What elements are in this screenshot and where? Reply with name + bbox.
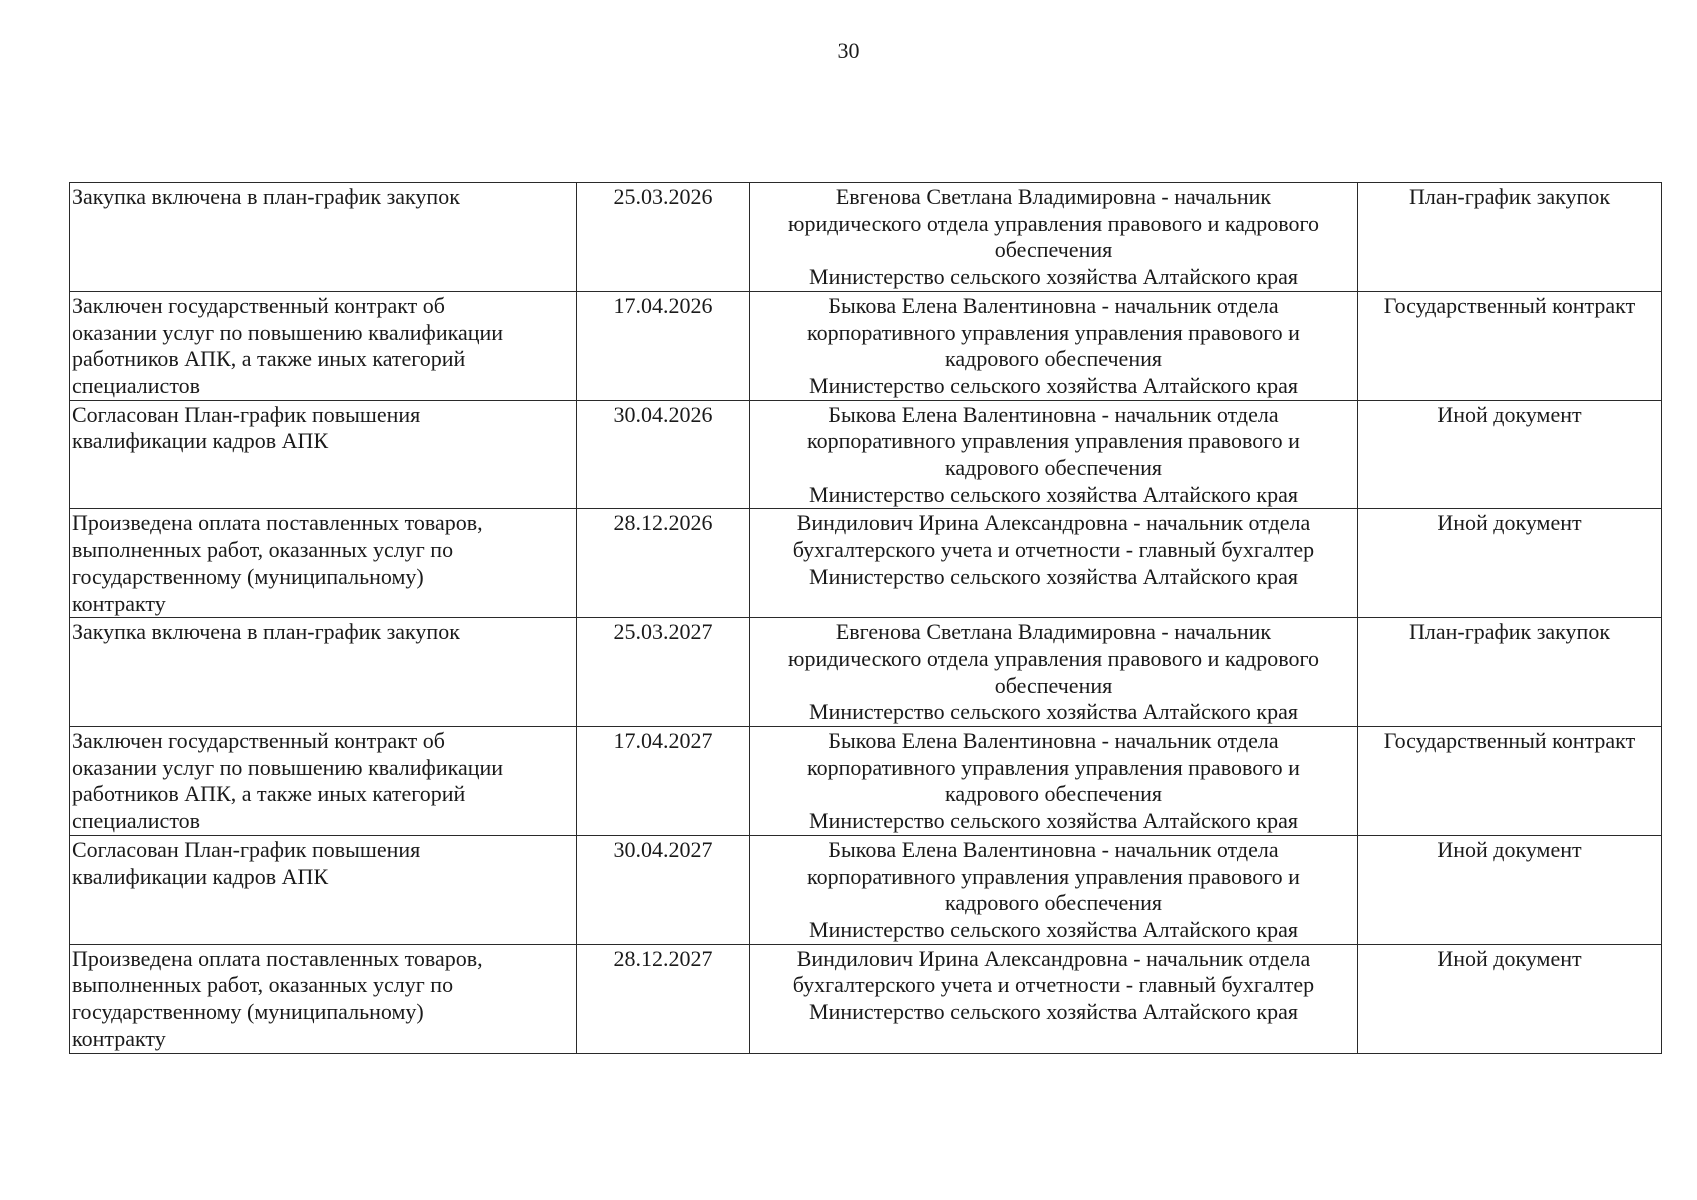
date-cell: 25.03.2027 — [577, 618, 750, 727]
date-cell: 30.04.2027 — [577, 835, 750, 944]
responsible-text-line: Быкова Елена Валентиновна - начальник отдела — [828, 401, 1279, 427]
event-cell — [70, 944, 577, 1053]
responsible-text-line: кадрового обеспечения — [945, 455, 1162, 481]
table-row — [70, 944, 1662, 1053]
responsible-text-line: корпоративного управления управления правового и — [807, 863, 1300, 889]
responsible-text-line: Министерство сельского хозяйства Алтайского края — [809, 699, 1298, 725]
responsible-text-line: Министерство сельского хозяйства Алтайского края — [809, 372, 1298, 398]
event-cell — [70, 183, 577, 292]
responsible-text-line: Министерство сельского хозяйства Алтайского края — [809, 808, 1298, 834]
event-text-line: Согласован План-график повышения — [72, 836, 421, 862]
table-row — [70, 183, 1662, 292]
date-cell: 25.03.2026 — [577, 183, 750, 292]
responsible-text-line: корпоративного управления управления правового и — [807, 428, 1300, 454]
responsible-text-line: Министерство сельского хозяйства Алтайского края — [809, 999, 1298, 1025]
responsible-cell — [750, 183, 1358, 292]
responsible-cell — [750, 944, 1358, 1053]
event-cell — [70, 727, 577, 836]
document-type-cell: План-график закупок — [1358, 618, 1662, 727]
responsible-cell — [750, 835, 1358, 944]
date-cell: 28.12.2026 — [577, 509, 750, 618]
responsible-text-line: корпоративного управления управления правового и — [807, 754, 1300, 780]
responsible-text-line: Министерство сельского хозяйства Алтайского края — [809, 481, 1298, 507]
responsible-text-line: Министерство сельского хозяйства Алтайского края — [809, 264, 1298, 290]
event-text-line: выполненных работ, оказанных услуг по — [72, 537, 454, 563]
table-row — [70, 400, 1662, 509]
event-cell — [70, 400, 577, 509]
control-points-table — [69, 182, 1662, 1054]
event-text-line: Закупка включена в план-график закупок — [72, 184, 460, 209]
event-text-line: специалистов — [72, 808, 201, 834]
event-text-line: Закупка включена в план-график закупок — [72, 619, 460, 645]
responsible-text-line: юридического отдела управления правового и кадрового — [788, 645, 1319, 671]
responsible-cell — [750, 618, 1358, 727]
responsible-text-line: Виндилович Ирина Александровна - начальник отдела — [796, 510, 1311, 536]
responsible-text-line: Министерство сельского хозяйства Алтайского края — [809, 916, 1298, 942]
responsible-text-line: Быкова Елена Валентиновна - начальник отдела — [828, 728, 1279, 754]
event-text-line: Заключен государственный контракт об — [72, 728, 445, 754]
table-row — [70, 291, 1662, 400]
date-cell: 28.12.2027 — [577, 944, 750, 1053]
responsible-cell — [750, 509, 1358, 618]
responsible-text-line: обеспечения — [994, 237, 1113, 263]
event-text-line: квалификации кадров АПК — [72, 863, 329, 889]
responsible-cell — [750, 727, 1358, 836]
document-type-cell: Иной документ — [1358, 509, 1662, 618]
event-text-line: государственному (муниципальному) — [72, 999, 424, 1025]
event-text-line: Согласован План-график повышения — [72, 401, 421, 427]
table-row — [70, 835, 1662, 944]
responsible-text-line: обеспечения — [994, 672, 1113, 698]
responsible-cell — [750, 400, 1358, 509]
event-text-line: выполненных работ, оказанных услуг по — [72, 972, 454, 998]
date-cell: 30.04.2026 — [577, 400, 750, 509]
table-row — [70, 509, 1662, 618]
document-type-cell: Иной документ — [1358, 944, 1662, 1053]
responsible-text-line: юридического отдела управления правового и кадрового — [788, 210, 1319, 236]
event-text-line: государственному (муниципальному) — [72, 563, 424, 589]
responsible-text-line: Евгенова Светлана Владимировна - начальник — [835, 184, 1272, 209]
date-cell: 17.04.2027 — [577, 727, 750, 836]
event-text-line: контракту — [72, 1025, 166, 1051]
table-row — [70, 727, 1662, 836]
table-body — [70, 183, 1662, 1054]
event-text-line: квалификации кадров АПК — [72, 428, 329, 454]
event-text-line: оказании услуг по повышению квалификации — [72, 754, 504, 780]
document-type-cell: Иной документ — [1358, 835, 1662, 944]
event-text-line: оказании услуг по повышению квалификации — [72, 319, 504, 345]
responsible-text-line: кадрового обеспечения — [945, 890, 1162, 916]
responsible-text-line: Быкова Елена Валентиновна - начальник отдела — [828, 292, 1279, 318]
responsible-text-line: Министерство сельского хозяйства Алтайского края — [809, 563, 1298, 589]
responsible-text-line: бухгалтерского учета и отчетности - главный бухгалтер — [792, 537, 1315, 563]
document-type-cell: Государственный контракт — [1358, 291, 1662, 400]
event-text-line: работников АПК, а также иных категорий — [72, 346, 466, 372]
document-type-cell: Иной документ — [1358, 400, 1662, 509]
responsible-text-line: Виндилович Ирина Александровна - начальник отдела — [796, 945, 1311, 971]
event-text-line: специалистов — [72, 372, 201, 398]
event-text-line: Заключен государственный контракт об — [72, 292, 445, 318]
responsible-cell — [750, 291, 1358, 400]
date-cell: 17.04.2026 — [577, 291, 750, 400]
event-cell — [70, 291, 577, 400]
event-text-line: Произведена оплата поставленных товаров, — [72, 945, 483, 971]
event-text-line: Произведена оплата поставленных товаров, — [72, 510, 483, 536]
event-text-line: контракту — [72, 590, 166, 616]
event-cell — [70, 618, 577, 727]
event-text-line: работников АПК, а также иных категорий — [72, 781, 466, 807]
event-cell — [70, 835, 577, 944]
document-type-cell: Государственный контракт — [1358, 727, 1662, 836]
event-cell — [70, 509, 577, 618]
responsible-text-line: кадрового обеспечения — [945, 346, 1162, 372]
responsible-text-line: Быкова Елена Валентиновна - начальник отдела — [828, 836, 1279, 862]
responsible-text-line: корпоративного управления управления правового и — [807, 319, 1300, 345]
table-row — [70, 618, 1662, 727]
page-number: 30 — [837, 38, 860, 63]
responsible-text-line: бухгалтерского учета и отчетности - главный бухгалтер — [792, 972, 1315, 998]
responsible-text-line: кадрового обеспечения — [945, 781, 1162, 807]
responsible-text-line: Евгенова Светлана Владимировна - начальник — [835, 619, 1272, 645]
document-type-cell: План-график закупок — [1358, 183, 1662, 292]
